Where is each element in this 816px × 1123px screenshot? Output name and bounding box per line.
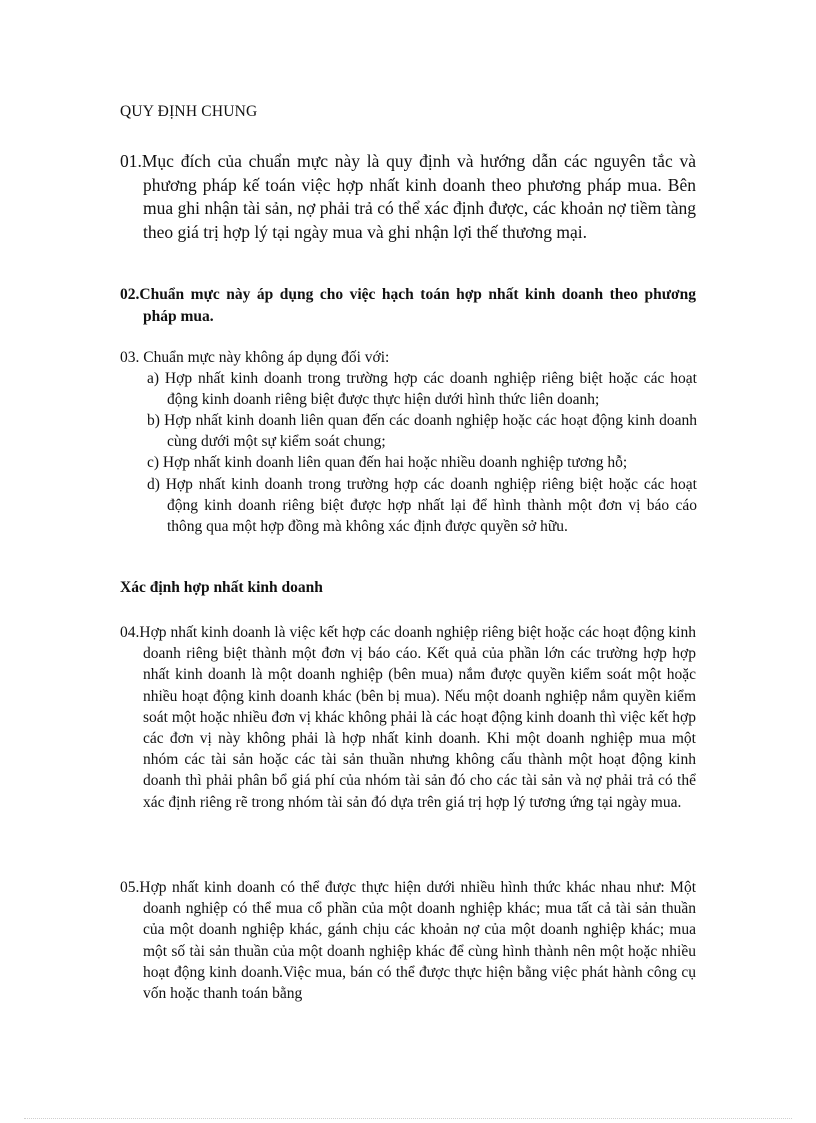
list-item-c [147, 452, 697, 473]
paragraph-05 [120, 877, 696, 1004]
paragraph-04-text: 04.Hợp nhất kinh doanh là việc kết hợp các doanh nghiệp riêng biệt hoặc các hoạt động kinh doanh riêng biệt thành một đơn vị báo cáo. Kết quả của phần lớn các trường hợp hợp nhất kinh doanh là một doanh nghiệp (bên mua) nắm được quyền kiểm soát một hoặc nhiều hoạt động kinh doanh khác (bên bị mua). Nếu một doanh nghiệp nắm quyền kiểm soát một hoặc nhiều đơn vị khác không phải là các hoạt động kinh doanh thì việc kết hợp các đơn vị này không phải là hợp nhất kinh doanh. Khi một doanh nghiệp mua một nhóm các tài sản hoặc các tài sản thuần nhưng không cấu thành một hoạt động kinh doanh thì phải phân bổ giá phí của nhóm tài sản đó cho các tài sản và nợ phải trả có thể xác định riêng rẽ trong nhóm tài sản đó dựa trên giá trị hợp lý tương ứng tại ngày mua. [120, 624, 696, 811]
list-item-d-text: d) Hợp nhất kinh doanh trong trường hợp các doanh nghiệp riêng biệt hoặc các hoạt động kinh doanh riêng biệt được hợp nhất lại để hình thành một đơn vị báo cáo thông qua một hợp đồng mà không xác định được quyền sở hữu. [147, 476, 697, 535]
list-item-b-text: b) Hợp nhất kinh doanh liên quan đến các doanh nghiệp hoặc các hoạt động kinh doanh cùng dưới một sự kiểm soát chung; [147, 412, 697, 450]
paragraph-01-text: 01.Mục đích của chuẩn mực này là quy định và hướng dẫn các nguyên tắc và phương pháp kế toán việc hợp nhất kinh doanh theo phương pháp mua. Bên mua ghi nhận tài sản, nợ phải trả có thể xác định được, các khoản nợ tiềm tàng theo giá trị hợp lý tại ngày mua và ghi nhận lợi thế thương mại. [120, 151, 696, 242]
paragraph-04 [120, 622, 696, 813]
page-heading: QUY ĐỊNH CHUNG [120, 103, 258, 120]
paragraph-03-text: 03. Chuẩn mực này không áp dụng đối với: [120, 349, 390, 366]
paragraph-05-text: 05.Hợp nhất kinh doanh có thể được thực hiện dưới nhiều hình thức khác nhau như: Một doanh nghiệp có thể mua cổ phần của một doanh nghiệp khác; mua tất cả tài sản thuần của một doanh nghiệp khác, gánh chịu các khoản nợ của một doanh nghiệp khác; mua một số tài sản thuần của một doanh nghiệp khác để cùng hình thành nên một hoặc nhiều hoạt động kinh doanh.Việc mua, bán có thể được thực hiện bằng việc phát hành công cụ vốn hoặc thanh toán bằng [120, 879, 696, 1003]
list-item-a-text: a) Hợp nhất kinh doanh trong trường hợp các doanh nghiệp riêng biệt hoặc các hoạt động kinh doanh riêng biệt được thực hiện dưới hình thức liên doanh; [147, 370, 697, 408]
page-bottom-divider [24, 1118, 792, 1119]
list-item-d [147, 474, 697, 537]
list-item-c-text: c) Hợp nhất kinh doanh liên quan đến hai hoặc nhiều doanh nghiệp tương hỗ; [147, 454, 628, 471]
paragraph-03 [120, 347, 696, 368]
paragraph-02 [120, 284, 696, 327]
paragraph-02-text: 02.Chuẩn mực này áp dụng cho việc hạch toán hợp nhất kinh doanh theo phương pháp mua. [120, 286, 696, 325]
list-item-a [147, 368, 697, 410]
list-item-b [147, 410, 697, 452]
paragraph-01 [120, 150, 696, 244]
section-title: Xác định hợp nhất kinh doanh [120, 579, 323, 596]
